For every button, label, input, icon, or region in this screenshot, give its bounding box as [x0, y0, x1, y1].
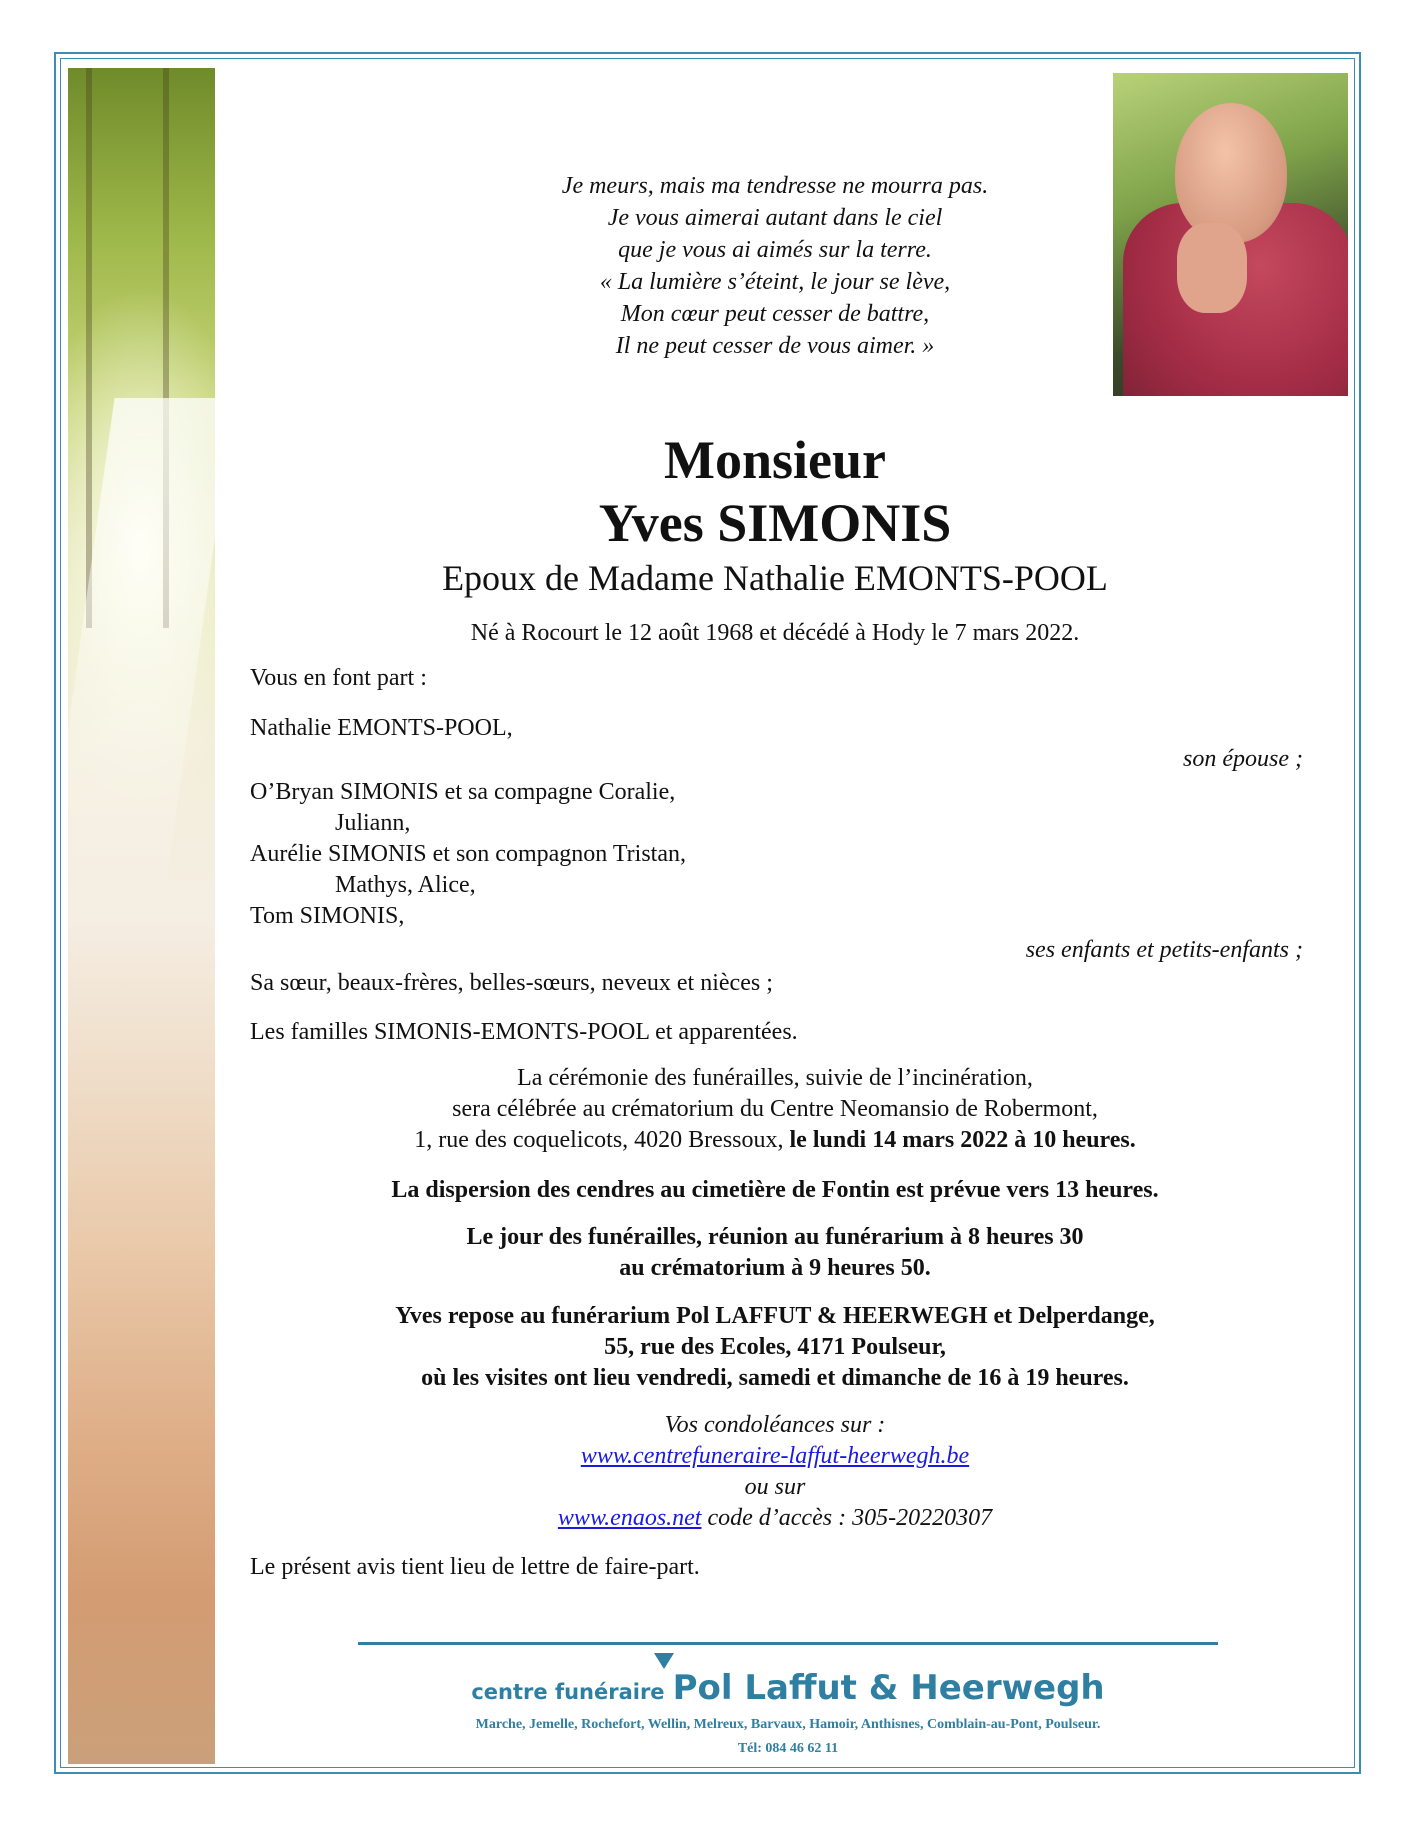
grandchild-line: Juliann, — [335, 810, 411, 836]
ceremony-date: le lundi 14 mars 2022 à 10 heures. — [789, 1127, 1136, 1153]
ceremony-line — [250, 1125, 1300, 1156]
announcement-intro: Vous en font part : — [250, 665, 427, 691]
honorific: Monsieur — [664, 430, 886, 490]
poem — [470, 170, 1080, 362]
dispersion-line: La dispersion des cendres au cimetière de Fontin est prévue vers 13 heures. — [391, 1177, 1159, 1203]
children-role: ses enfants et petits-enfants ; — [1025, 937, 1303, 963]
spouse-role: son épouse ; — [1183, 746, 1303, 772]
footer-towns: Marche, Jemelle, Rochefort, Wellin, Melreux, Barvaux, Hamoir, Anthisnes, Comblain-au-Pont, Poulseur. — [475, 1717, 1101, 1732]
visitation-line: Yves repose au funérarium Pol LAFFUT & HEERWEGH et Delperdange, — [395, 1303, 1155, 1329]
meeting-line: au crématorium à 9 heures 50. — [619, 1255, 931, 1281]
visitation-line: 55, rue des Ecoles, 4171 Poulseur, — [604, 1334, 946, 1360]
poem-line: Je meurs, mais ma tendresse ne mourra pas. — [561, 173, 989, 199]
ceremony-block — [250, 1063, 1300, 1156]
closing-line: Le présent avis tient lieu de lettre de faire-part. — [250, 1554, 700, 1580]
child-line: Aurélie SIMONIS et son compagnon Tristan, — [250, 841, 686, 867]
poem-line: « La lumière s’éteint, le jour se lève, — [599, 269, 951, 295]
forest-path-photo — [68, 68, 215, 1764]
ceremony-line: La cérémonie des funérailles, suivie de l’incinération, — [517, 1065, 1033, 1091]
meeting-line: Le jour des funérailles, réunion au funérarium à 8 heures 30 — [466, 1224, 1084, 1250]
logo-small-text: centre funéraire — [471, 1680, 665, 1704]
spouse-line: Epoux de Madame Nathalie EMONTS-POOL — [442, 558, 1108, 598]
portrait-photo — [1113, 73, 1348, 396]
ceremony-line: sera célébrée au crématorium du Centre Neomansio de Robermont, — [452, 1096, 1098, 1122]
poem-line: que je vous ai aimés sur la terre. — [618, 237, 932, 263]
child-line: Tom SIMONIS, — [250, 903, 405, 929]
siblings-line: Sa sœur, beaux-frères, belles-sœurs, neveux et nièces ; — [250, 970, 773, 996]
meeting-block — [250, 1222, 1300, 1284]
access-code: code d’accès : 305-20220307 — [701, 1505, 993, 1531]
logo-big-text: Pol Laffut & Heerwegh — [672, 1668, 1105, 1708]
footer-phone: Tél: 084 46 62 11 — [737, 1741, 839, 1756]
poem-line: Mon cœur peut cesser de battre, — [620, 301, 930, 327]
poem-line: Je vous aimerai autant dans le ciel — [607, 205, 943, 231]
condolences-block — [250, 1410, 1300, 1534]
condolences-intro: Vos condoléances sur : — [664, 1412, 886, 1438]
funeral-home-logo — [358, 1668, 1218, 1708]
visitation-block — [250, 1301, 1300, 1394]
child-line: O’Bryan SIMONIS et sa compagne Coralie, — [250, 779, 676, 805]
spouse-name: Nathalie EMONTS-POOL, — [250, 715, 513, 741]
condolences-link-enaos[interactable]: www.enaos.net — [557, 1505, 702, 1531]
condolences-or: ou sur — [744, 1474, 806, 1500]
birth-death-line: Né à Rocourt le 12 août 1968 et décédé à Hody le 7 mars 2022. — [470, 620, 1080, 646]
families-line: Les familles SIMONIS-EMONTS-POOL et apparentées. — [250, 1019, 798, 1045]
condolences-link-laffut[interactable]: www.centrefuneraire-laffut-heerwegh.be — [580, 1443, 970, 1469]
poem-line: Il ne peut cesser de vous aimer. » — [615, 333, 935, 359]
grandchild-line: Mathys, Alice, — [335, 872, 476, 898]
logo-triangle-icon — [654, 1653, 674, 1669]
visitation-line: où les visites ont lieu vendredi, samedi et dimanche de 16 à 19 heures. — [421, 1365, 1129, 1391]
footer-rule — [358, 1642, 1218, 1645]
ceremony-address: 1, rue des coquelicots, 4020 Bressoux, — [414, 1127, 790, 1153]
deceased-name: Yves SIMONIS — [598, 493, 952, 553]
